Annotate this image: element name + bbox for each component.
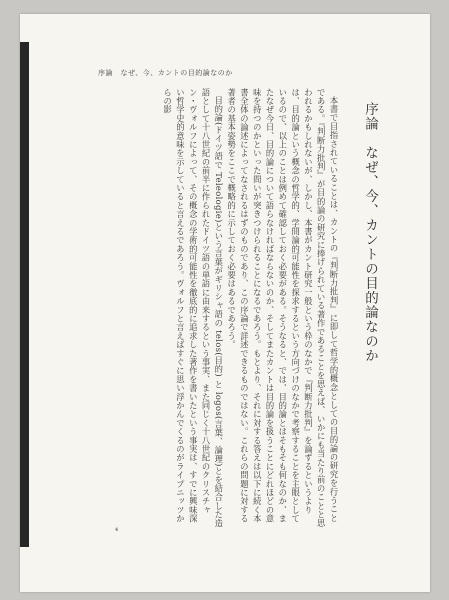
chapter-title: 序論 なぜ、今、カントの目的論なのか — [362, 102, 378, 363]
page-number: 4 — [115, 527, 119, 533]
paragraph-1: 本書で目指されていることは、カントの『判断力批判』に即して哲学的概念としての目的論の研究を行うことである。『判断力批判』が目的論の研究に捧げられている著作であることを思えば、いかにも当たり前のことと思われるかもしれないが、しかし、本書がカント研究一般という枠のなかで『判断力批判』を論ずるというよりは、目的論という概念の哲学的、学問論的可能性を探求するという方向づけのなかで考察することを主眼としているので、以上のことは例めて確認しておく必要がある。そうなると、では、目的論とはそもそも何なのか、またなぜ今日、目的論について語らなければならないのか、そしてまたカントは目的論を扱うことにどれほどの意味を持つのかといった問いが突きつけられることになるであろう。もとより、それに対する答えは以下に続く本書全体の論述によってなされるはずのものであり、この序論で詳述できるものではない。これらの問題に対する著者の基本姿勢をここで概略的に示しておく必要はあるであろう。 — [226, 88, 339, 528]
running-head: 序論 なぜ、今、カントの目的論なのか — [98, 69, 233, 77]
body-text — [161, 88, 378, 528]
gutter-shadow — [20, 42, 29, 547]
paragraph-2: 目的論(ドイツ語で Teleologie)という言葉がギリシャ語の telos(目的) と logos(言葉、論理)とを結合した造語として十八世紀の前半に作られたドイツ語の単語に由来するという事実、また同じく十八世紀のクリスチャン・ヴォルフによって、その概念の学術的可能性を徹底的に追求した著作を書いたという事実は、すでに興味深い哲学史的意味を示していると言えるであろう。ヴォルフと言えばすぐに思い浮かんでくるのがライプニッツからの影 — [162, 88, 224, 529]
book-page — [20, 14, 430, 592]
